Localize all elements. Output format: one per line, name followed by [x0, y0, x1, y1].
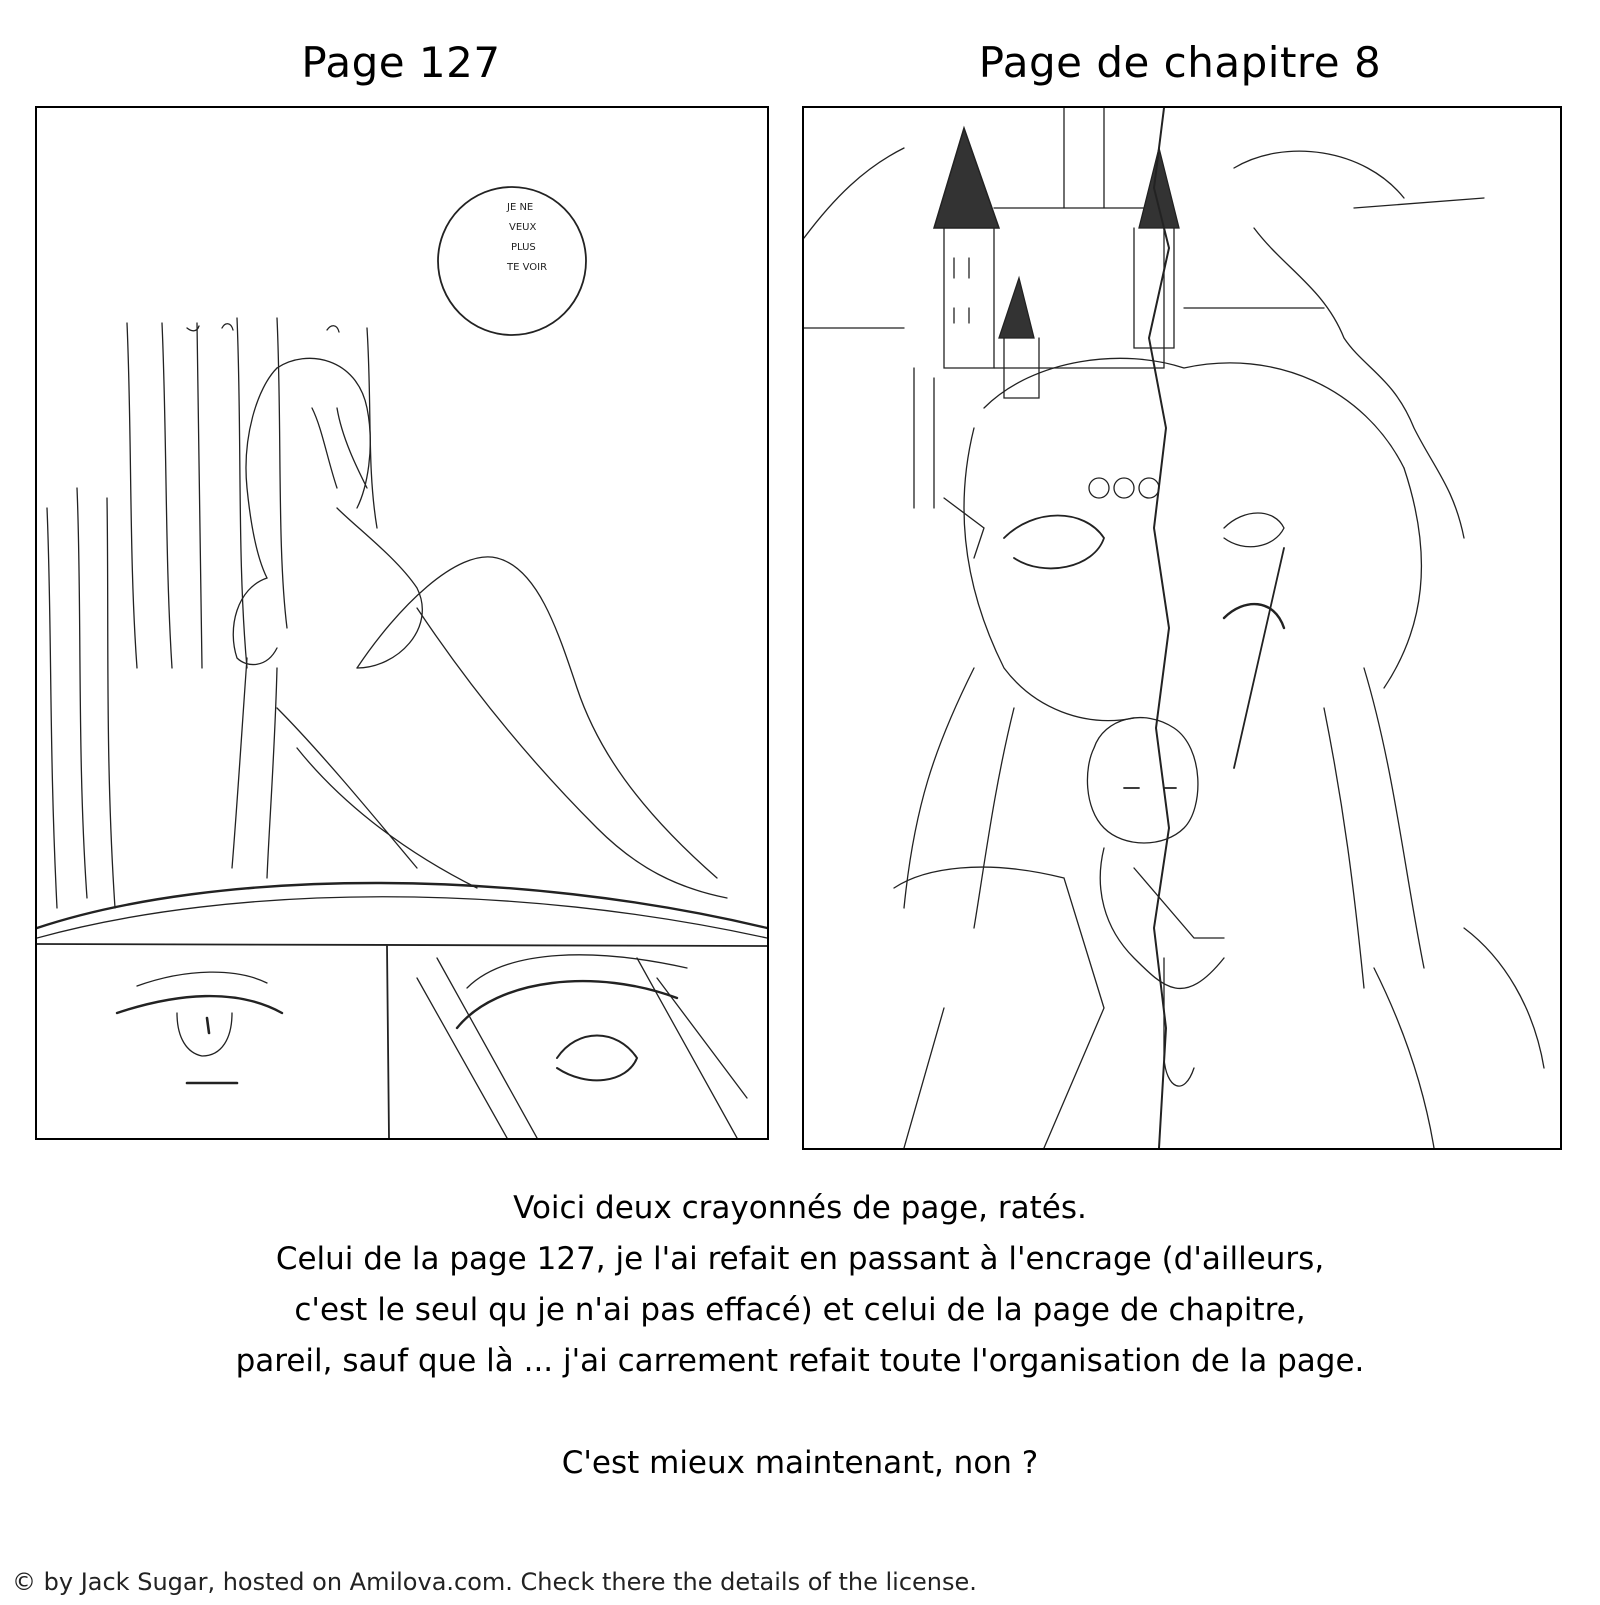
bubble-text-group: [506, 202, 547, 273]
caption-spacer: [0, 1387, 1600, 1438]
bubble-line-1: JE NE: [507, 202, 534, 213]
page-127-drawing: [37, 108, 767, 1138]
copyright-footer: © by Jack Sugar, hosted on Amilova.com. Check there the details of the license.: [12, 1568, 977, 1596]
chapter-8-drawing: [804, 108, 1560, 1148]
sketch-caption: [0, 1183, 1600, 1489]
caption-question: C'est mieux maintenant, non ?: [561, 1445, 1039, 1481]
bubble-line-3: PLUS: [511, 242, 536, 253]
caption-line-2: Celui de la page 127, je l'ai refait en passant à l'encrage (d'ailleurs,: [275, 1241, 1325, 1277]
bubble-line-2: VEUX: [509, 222, 537, 233]
bubble-line-4: TE VOIR: [507, 262, 548, 273]
left-sketch-title: Page 127: [301, 38, 501, 87]
chapter-8-sketch: [802, 106, 1562, 1150]
caption-line-3: c'est le seul qu je n'ai pas effacé) et celui de la page de chapitre,: [294, 1292, 1306, 1328]
right-sketch-title: Page de chapitre 8: [978, 38, 1382, 87]
page-127-sketch: [35, 106, 769, 1140]
castle-spire-left: [934, 128, 999, 228]
caption-line-1: Voici deux crayonnés de page, ratés.: [513, 1190, 1087, 1226]
caption-line-4: pareil, sauf que là ... j'ai carrement refait toute l'organisation de la page.: [235, 1343, 1365, 1379]
